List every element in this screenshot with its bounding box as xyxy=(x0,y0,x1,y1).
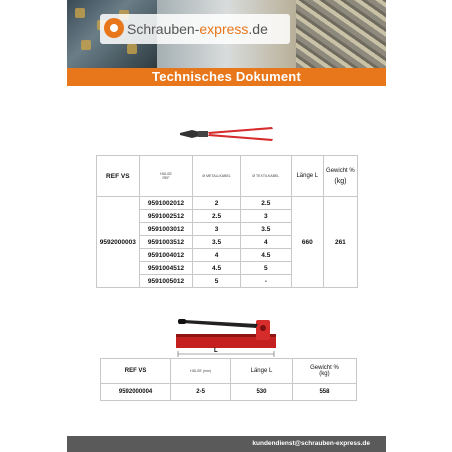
table-row-ref: 9591004512 xyxy=(139,262,193,275)
table-row-textil: - xyxy=(240,275,291,288)
table-row-ref: 9591005012 xyxy=(139,275,193,288)
dimension-label: L xyxy=(214,348,218,354)
table-row-ref: 9591002512 xyxy=(139,210,193,223)
table-row-metall: 2 xyxy=(193,197,240,210)
hulse-table xyxy=(96,155,358,288)
press-table xyxy=(100,358,357,401)
col-metallkabel: Ø METALLKABEL xyxy=(193,156,240,197)
laenge-value: 660 xyxy=(291,197,323,288)
col-gewicht: Gewicht % (kg) xyxy=(323,156,357,197)
logo-mark-icon xyxy=(104,18,124,38)
table-row-ref: 9592000004 xyxy=(101,384,171,401)
table-row-textil: 2.5 xyxy=(240,197,291,210)
table-row-ref: 9591002012 xyxy=(139,197,193,210)
gewicht-value: 261 xyxy=(323,197,357,288)
table-row-laenge: 530 xyxy=(231,384,293,401)
bench-crimper-image xyxy=(174,316,278,360)
table-row-textil: 3.5 xyxy=(240,223,291,236)
col-laenge: Länge L xyxy=(231,359,293,384)
col-ref-vs: REF VS xyxy=(101,359,171,384)
col-ref-vs: REF VS xyxy=(97,156,140,197)
col-gewicht: Gewicht % (kg) xyxy=(292,359,356,384)
ref-vs-value: 9592000003 xyxy=(97,197,140,288)
col-huelse: HÜLSE (mm) xyxy=(171,359,231,384)
table-row-ref: 9591004012 xyxy=(139,249,193,262)
table-row-metall: 2.5 xyxy=(193,210,240,223)
table-row-textil: 4.5 xyxy=(240,249,291,262)
table-row-metall: 4.5 xyxy=(193,262,240,275)
table-row-metall: 3 xyxy=(193,223,240,236)
col-textilkabel: Ø TEXTILKABEL xyxy=(240,156,291,197)
table-row-textil: 4 xyxy=(240,236,291,249)
screws-photo xyxy=(296,0,386,68)
logo[interactable]: Schrauben-express.de xyxy=(127,21,268,37)
table-row-metall: 5 xyxy=(193,275,240,288)
crimping-plier-image xyxy=(178,124,274,144)
table-row-metall: 4 xyxy=(193,249,240,262)
table-row-ref: 9591003512 xyxy=(139,236,193,249)
table-row-textil: 3 xyxy=(240,210,291,223)
page-title: Technisches Dokument xyxy=(152,69,301,84)
col-huelse: HÜLSE REF xyxy=(139,156,193,197)
footer-email-link[interactable]: kundendienst@schrauben-express.de xyxy=(252,440,370,447)
table-row-textil: 5 xyxy=(240,262,291,275)
table-row-metall: 3.5 xyxy=(193,236,240,249)
table-row-huelse: 2-5 xyxy=(171,384,231,401)
table-row-ref: 9591003012 xyxy=(139,223,193,236)
title-bar xyxy=(67,68,386,86)
table-row-gewicht: 558 xyxy=(292,384,356,401)
col-laenge: Länge L xyxy=(291,156,323,197)
footer xyxy=(67,436,386,452)
